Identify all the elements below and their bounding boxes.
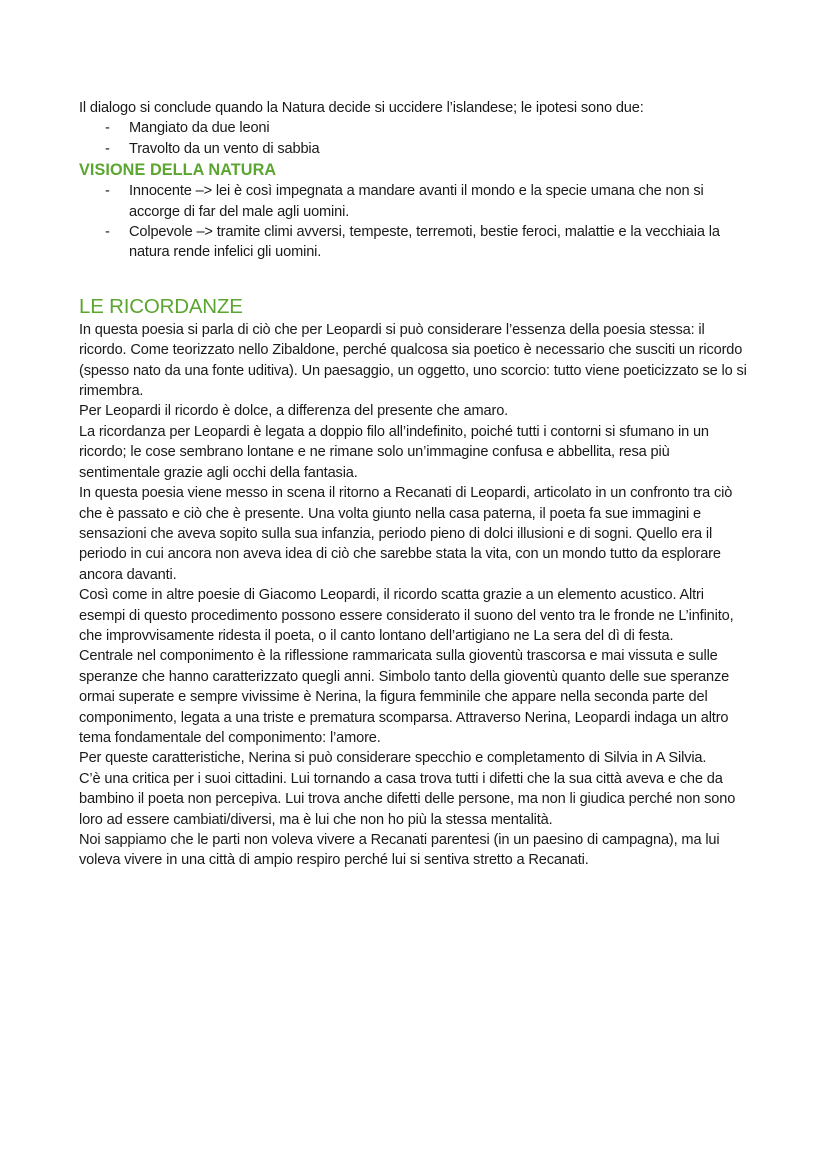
- dash-bullet: -: [105, 120, 110, 137]
- body-paragraph: Per queste caratteristiche, Nerina si può considerare specchio e completamento di Silvia in A Silvia.: [79, 750, 707, 767]
- body-paragraph: Centrale nel componimento è la riflessione rammaricata sulla gioventù trascorsa e mai vissuta e sulle speranze che hanno caratterizzato quegli anni. Simbolo tanto della gioventù quanto delle sue speranze ormai superate e sempre vivissime è Nerina, la figura femminile che appare nella seconda parte del componimento, legata a una triste e prematura scomparsa. Attraverso Nerina, Leopardi indaga un altro tema fondamentale del componimento: l’amore.: [79, 648, 730, 746]
- intro-paragraph: Il dialogo si conclude quando la Natura decide si uccidere l’islandese; le ipotesi sono due:: [79, 100, 644, 116]
- list-item: [79, 118, 751, 138]
- body-paragraph: In questa poesia si parla di ciò che per Leopardi si può considerare l’essenza della poesia stessa: il ricordo. Come teorizzato nello Zibaldone, perché qualcosa sia poetico è necessario che susciti un ricordo (spesso nato da una fonte uditiva). Un paesaggio, un oggetto, uno scorcio: tutto viene poeticizzato se lo si rimembra.: [79, 321, 747, 400]
- list-item-text: Colpevole –> tramite climi avversi, tempeste, terremoti, bestie feroci, malattie e la vecchiaia la natura rende infelici gli uomini.: [129, 224, 720, 261]
- list-item-text: Innocente –> lei è così impegnata a mandare avanti il mondo e la specie umana che non si accorge di far del male agli uomini.: [129, 183, 704, 220]
- outcome-list: [79, 118, 751, 159]
- list-item: [79, 222, 751, 263]
- body-paragraph: Così come in altre poesie di Giacomo Leopardi, il ricordo scatta grazie a un elemento acustico. Altri esempi di questo procedimento possono essere considerato il suono del vento tra le fronde ne L’infinito, che improvvisamente ridesta il poeta, o il canto lontano dell’artigiano ne La sera del dì di festa.: [79, 587, 734, 644]
- section-heading-visione: VISIONE DELLA NATURA: [79, 161, 277, 180]
- body-paragraph: C’è una critica per i suoi cittadini. Lui tornando a casa trova tutti i difetti che la sua città aveva e che da bambino il poeta non percepiva. Lui trova anche difetti delle persone, ma non li giudica perché non sono loro ad essere cambiati/diversi, ma è lui che non ho più la stessa mentalità.: [79, 770, 736, 828]
- list-item-text: Mangiato da due leoni: [129, 120, 270, 137]
- body-paragraph: In questa poesia viene messo in scena il ritorno a Recanati di Leopardi, articolato in un confronto tra ciò che è passato e ciò che è presente. Una volta giunto nella casa paterna, il poeta fa sue immagini e sensazioni che aveva sopito sulla sua infanzia, periodo pieno di dolci illusioni e di sogni. Quello era il periodo in cui ancora non aveva idea di ciò che sarebbe stata la vita, con un mondo tutto da esplorare ancora davanti.: [79, 485, 733, 583]
- dash-bullet: -: [105, 183, 110, 200]
- dash-bullet: -: [105, 140, 110, 157]
- dash-bullet: -: [105, 224, 110, 241]
- document-page: [79, 98, 751, 871]
- body-paragraph: Per Leopardi il ricordo è dolce, a differenza del presente che amaro.: [79, 403, 509, 420]
- visione-list: [79, 181, 751, 263]
- body-paragraph: Noi sappiamo che le parti non voleva vivere a Recanati parentesi (in un paesino di campagna), ma lui voleva vivere in una città di ampio respiro perché lui si sentiva stretto a Recanati.: [79, 832, 720, 869]
- list-item: [79, 181, 751, 222]
- section-heading-ricordanze: LE RICORDANZE: [79, 294, 243, 318]
- list-item: [79, 139, 751, 159]
- list-item-text: Travolto da un vento di sabbia: [129, 140, 320, 157]
- body-paragraph: La ricordanza per Leopardi è legata a doppio filo all’indefinito, poiché tutti i contorni si sfumano in un ricordo; le cose sembrano lontane e ne rimane solo un’immagine confusa e abbellita, resa più sentimentale grazie agli occhi della fantasia.: [79, 423, 709, 481]
